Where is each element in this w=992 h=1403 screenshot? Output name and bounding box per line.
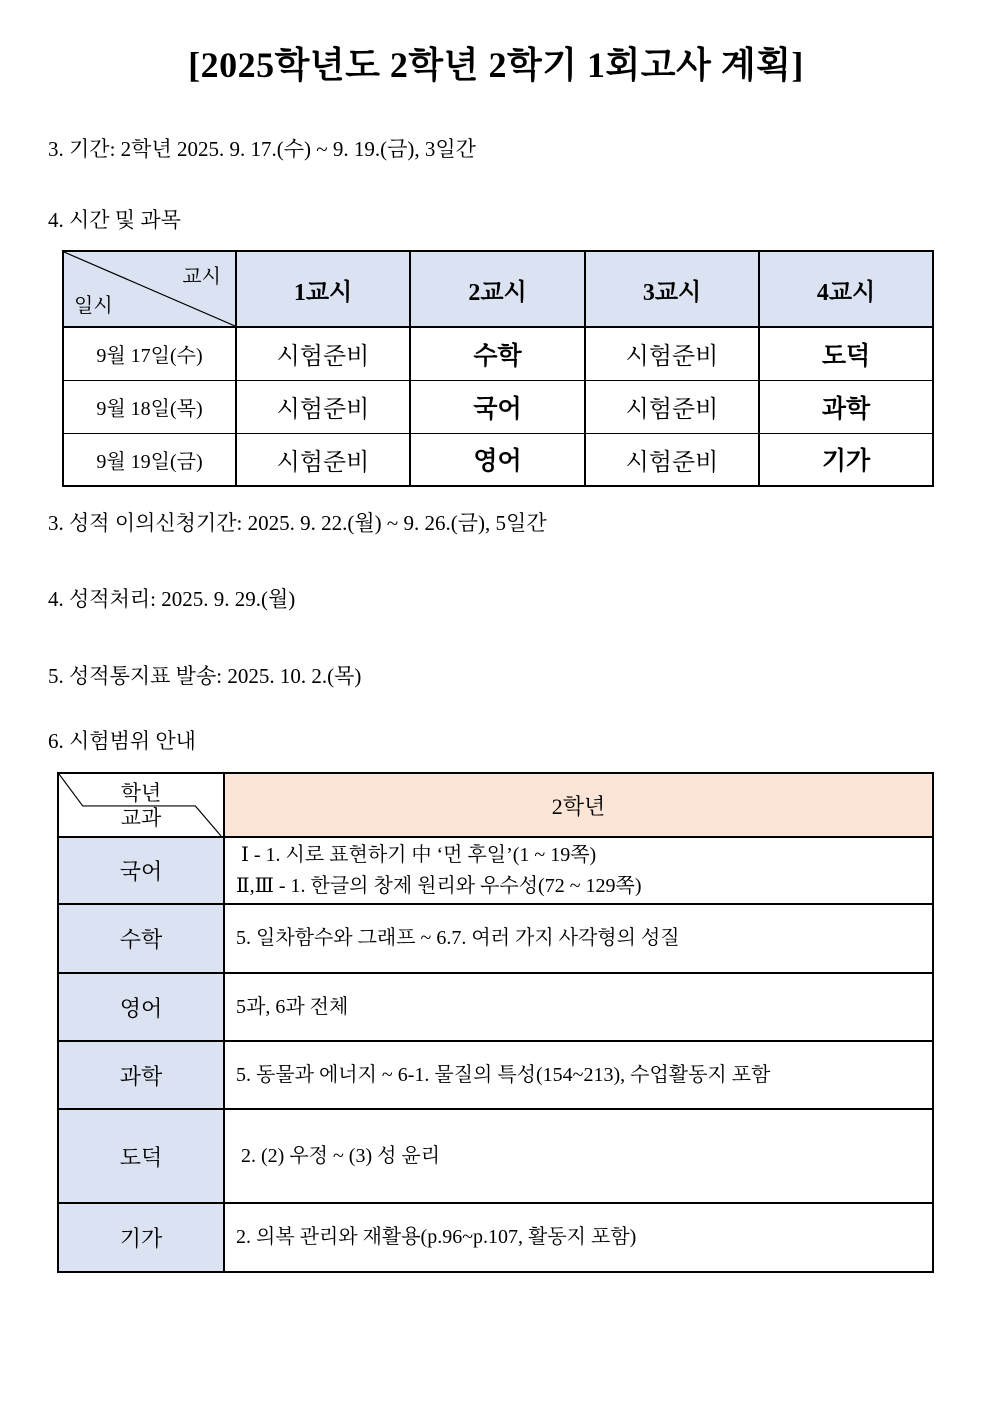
scope-row bbox=[58, 837, 933, 904]
period-header-2: 2교시 bbox=[410, 251, 585, 327]
scope-range-cell bbox=[224, 1109, 933, 1203]
scope-range-cell bbox=[224, 973, 933, 1041]
scope-range-line: 2. (2) 우정 ~ (3) 성 윤리 bbox=[236, 1144, 441, 1167]
grade-header-cell: 2학년 bbox=[224, 773, 933, 837]
scope-subject-cell: 도덕 bbox=[58, 1109, 224, 1203]
period-header-4: 4교시 bbox=[759, 251, 933, 327]
section-report-dispatch: 5. 성적통지표 발송: 2025. 10. 2.(목) bbox=[48, 664, 362, 688]
subject-cell: 국어 bbox=[410, 380, 585, 433]
date-cell: 9월 19일(금) bbox=[63, 433, 236, 486]
section-grade-processing: 4. 성적처리: 2025. 9. 29.(월) bbox=[48, 587, 296, 611]
scope-row bbox=[58, 904, 933, 973]
scope-row bbox=[58, 973, 933, 1041]
section-exam-scope-heading: 6. 시험범위 안내 bbox=[48, 729, 196, 753]
section-objection-period: 3. 성적 이의신청기간: 2025. 9. 22.(월) ~ 9. 26.(금), 5일간 bbox=[48, 511, 547, 535]
exam-scope-table bbox=[57, 772, 934, 1273]
scope-subject-cell: 수학 bbox=[58, 904, 224, 973]
period-header-1: 1교시 bbox=[236, 251, 410, 327]
scope-header-row bbox=[58, 773, 933, 837]
scope-row bbox=[58, 1109, 933, 1203]
scope-range-cell bbox=[224, 1203, 933, 1272]
corner-label-period: 교시 bbox=[182, 266, 221, 288]
scope-subject-cell: 과학 bbox=[58, 1041, 224, 1109]
schedule-row bbox=[63, 327, 933, 380]
scope-range-line: 5과, 6과 전체 bbox=[236, 995, 349, 1018]
scope-row bbox=[58, 1203, 933, 1272]
prep-cell: 시험준비 bbox=[585, 433, 759, 486]
subject-cell: 기가 bbox=[759, 433, 933, 486]
scope-range-cell bbox=[224, 837, 933, 904]
subject-cell: 수학 bbox=[410, 327, 585, 380]
scope-range-cell bbox=[224, 904, 933, 973]
section-exam-period: 3. 기간: 2학년 2025. 9. 17.(수) ~ 9. 19.(금), 3일간 bbox=[48, 137, 476, 161]
scope-range-line: Ⅰ - 1. 시로 표현하기 中 ‘먼 후일’(1 ~ 19쪽) bbox=[236, 843, 597, 866]
schedule-row bbox=[63, 380, 933, 433]
scope-row bbox=[58, 1041, 933, 1109]
corner-label-subject: 교과 bbox=[120, 806, 162, 830]
corner-label-date: 일시 bbox=[74, 295, 113, 317]
prep-cell: 시험준비 bbox=[236, 327, 410, 380]
scope-subject-cell: 국어 bbox=[58, 837, 224, 904]
subject-cell: 영어 bbox=[410, 433, 585, 486]
page-title: [2025학년도 2학년 2학기 1회고사 계획] bbox=[188, 45, 804, 85]
scope-subject-cell: 기가 bbox=[58, 1203, 224, 1272]
schedule-corner-cell bbox=[63, 251, 236, 327]
corner-label-grade: 학년 bbox=[120, 781, 162, 805]
date-cell: 9월 17일(수) bbox=[63, 327, 236, 380]
prep-cell: 시험준비 bbox=[236, 380, 410, 433]
scope-range-line: 5. 일차함수와 그래프 ~ 6.7. 여러 가지 사각형의 성질 bbox=[236, 927, 680, 949]
schedule-row bbox=[63, 433, 933, 486]
prep-cell: 시험준비 bbox=[585, 327, 759, 380]
scope-subject-cell: 영어 bbox=[58, 973, 224, 1041]
period-header-3: 3교시 bbox=[585, 251, 759, 327]
scope-range-line: Ⅱ,Ⅲ - 1. 한글의 창제 원리와 우수성(72 ~ 129쪽) bbox=[236, 874, 642, 897]
scope-range-cell bbox=[224, 1041, 933, 1109]
exam-schedule-table bbox=[62, 250, 934, 487]
subject-cell: 도덕 bbox=[759, 327, 933, 380]
scope-range-line: 2. 의복 관리와 재활용(p.96~p.107, 활동지 포함) bbox=[236, 1226, 637, 1248]
scope-corner-cell bbox=[58, 773, 224, 837]
prep-cell: 시험준비 bbox=[585, 380, 759, 433]
section-time-subjects-heading: 4. 시간 및 과목 bbox=[48, 208, 181, 232]
prep-cell: 시험준비 bbox=[236, 433, 410, 486]
scope-range-line: 5. 동물과 에너지 ~ 6-1. 물질의 특성(154~213), 수업활동지 포함 bbox=[236, 1063, 771, 1086]
schedule-header-row bbox=[63, 251, 933, 327]
date-cell: 9월 18일(목) bbox=[63, 380, 236, 433]
subject-cell: 과학 bbox=[759, 380, 933, 433]
